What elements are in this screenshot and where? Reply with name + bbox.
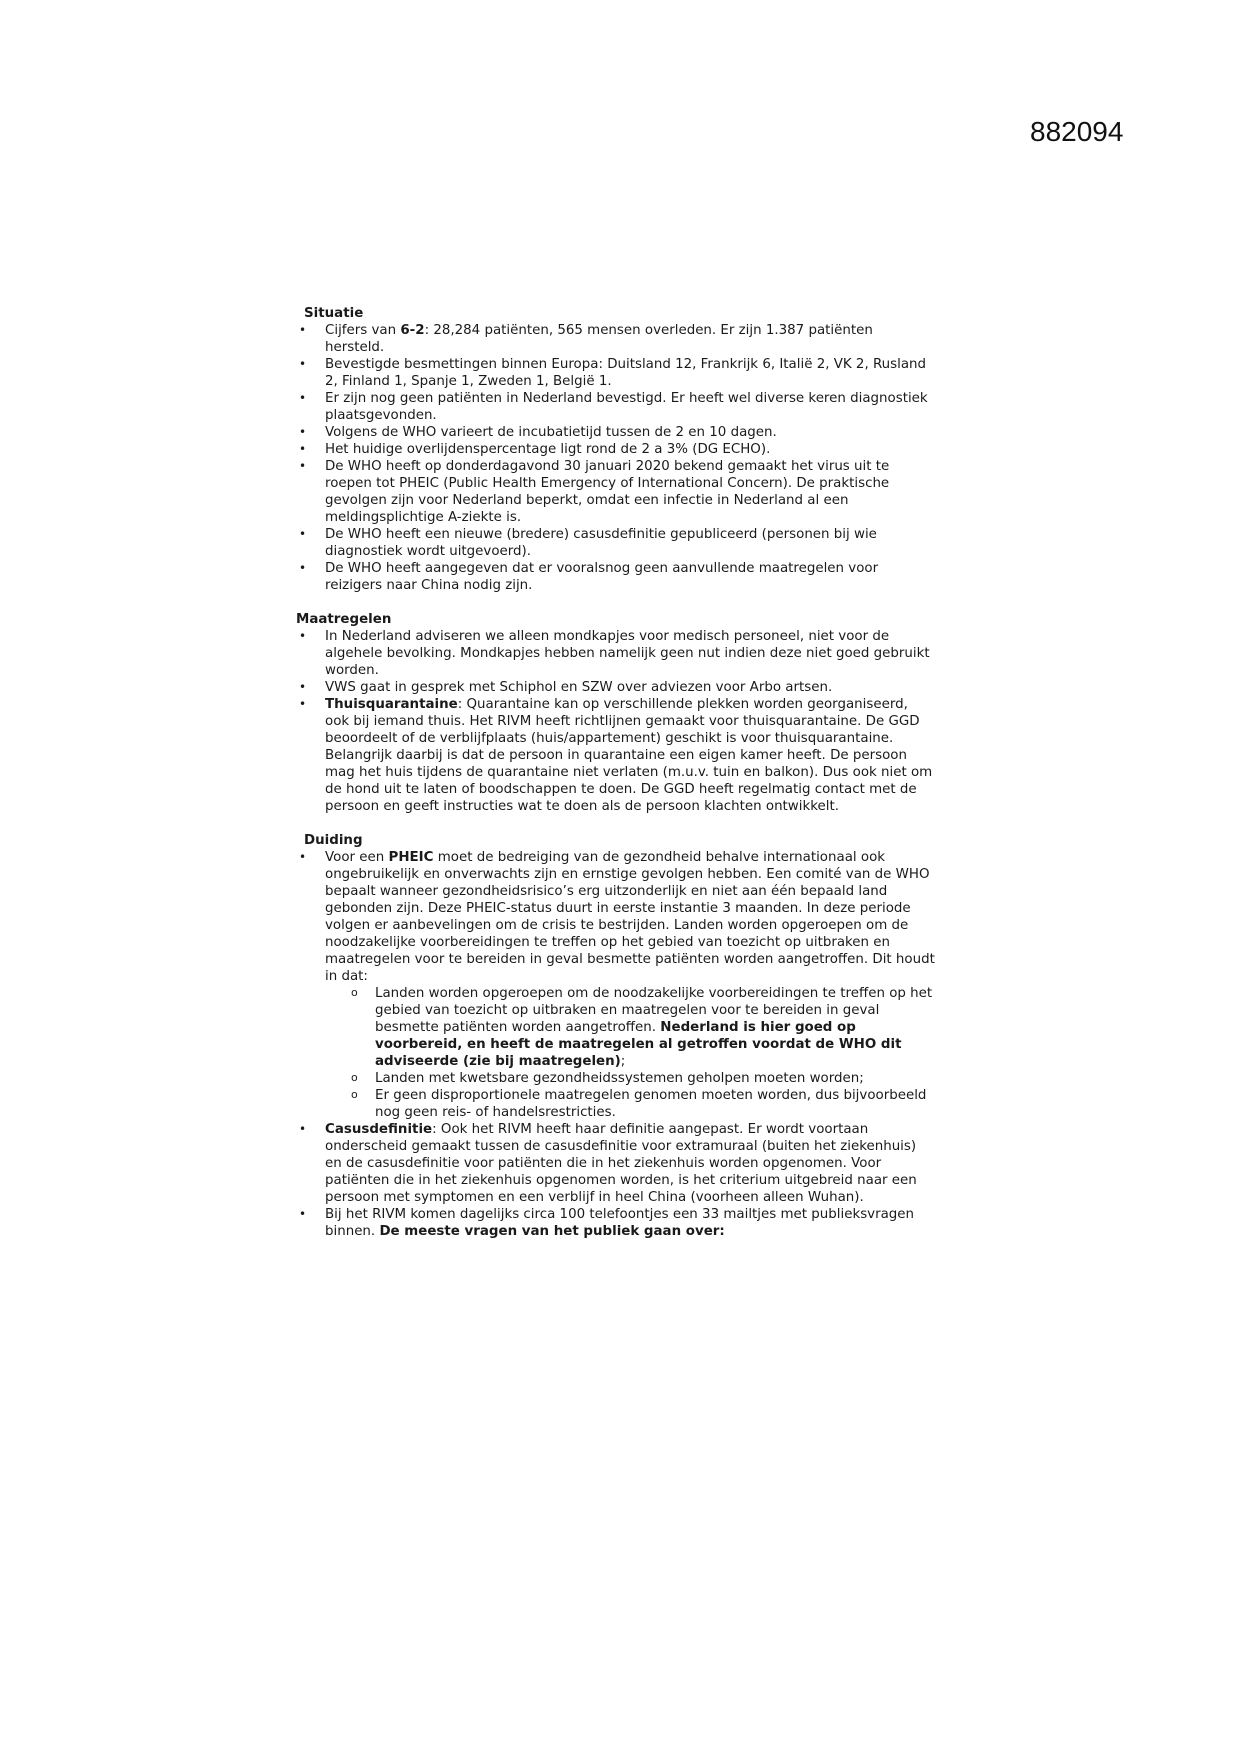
list-item: • Casusdefinitie: Ook het RIVM heeft haar definitie aangepast. Er wordt voortaan onderscheid gemaakt tussen de casusdefinitie voor extramuraal (buiten het ziekenhuis) en de casusdefinitie voor patiënten die in het ziekenhuis worden opgenomen. Voor patiënten die in het ziekenhuis opgenomen worden, is het criterium uitgebreid naar een persoon met symptomen en een verblijf in heel China (voorheen alleen Wuhan).	[296, 1121, 936, 1206]
list-item: • Volgens de WHO varieert de incubatietijd tussen de 2 en 10 dagen.	[296, 424, 936, 441]
list-item: • Voor een PHEIC moet de bedreiging van de gezondheid behalve internationaal ook ongebruikelijk en onverwachts zijn en ernstige gevolgen hebben. Een comité van de WHO bepaalt wanneer gezondheidsrisico’s erg uitzonderlijk en niet aan één bepaald land gebonden zijn. Deze PHEIC-status duurt in eerste instantie 3 maanden. In deze periode volgen er aanbevelingen om de crisis te bestrijden. Landen worden opgeroepen om de noodzakelijke voorbereidingen te treffen op het gebied van toezicht op uitbraken en maatregelen voor te bereiden in geval besmette patiënten worden aangetroffen. Dit houdt in dat: o Landen worden opgeroepen om de noodzakelijke voorbereidingen te treffen op het gebied van toezicht op uitbraken en maatregelen voor te bereiden in geval besmette patiënten worden aangetroffen. Nederland is hier goed op voorbereid, en heeft de maatregelen al getroffen voordat de WHO dit adviseerde (zie bij maatregelen); o Landen met kwetsbare gezondheidssystemen geholpen moeten worden; o Er geen disproportionele maatregelen genomen moeten worden, dus bijvoorbeeld nog geen reis- of handelsrestricties.	[296, 849, 936, 1121]
section-duiding	[296, 832, 936, 1240]
list-item: • De WHO heeft aangegeven dat er vooralsnog geen aanvullende maatregelen voor reizigers naar China nodig zijn.	[296, 560, 936, 594]
section-heading-duiding: Duiding	[304, 833, 363, 848]
situatie-list	[296, 322, 936, 594]
duiding-list	[296, 849, 936, 1240]
sub-list-item: o Landen worden opgeroepen om de noodzakelijke voorbereidingen te treffen op het gebied van toezicht op uitbraken en maatregelen voor te bereiden in geval besmette patiënten worden aangetroffen. Nederland is hier goed op voorbereid, en heeft de maatregelen al getroffen voordat de WHO dit adviseerde (zie bij maatregelen);	[325, 985, 936, 1070]
list-item: • Thuisquarantaine: Quarantaine kan op verschillende plekken worden georganiseerd, ook bij iemand thuis. Het RIVM heeft richtlijnen gemaakt voor thuisquarantaine. De GGD beoordeelt of de verblijfplaats (huis/appartement) geschikt is voor thuisquarantaine. Belangrijk daarbij is dat de persoon in quarantaine een eigen kamer heeft. De persoon mag het huis tijdens de quarantaine niet verlaten (m.u.v. tuin en balkon). Dus ook niet om de hond uit te laten of boodschappen te doen. De GGD heeft regelmatig contact met de persoon en geeft instructies wat te doen als de persoon klachten ontwikkelt.	[296, 696, 936, 815]
sub-list-item: o Er geen disproportionele maatregelen genomen moeten worden, dus bijvoorbeeld nog geen reis- of handelsrestricties.	[325, 1087, 936, 1121]
list-item: • Het huidige overlijdenspercentage ligt rond de 2 a 3% (DG ECHO).	[296, 441, 936, 458]
list-item: • Bevestigde besmettingen binnen Europa: Duitsland 12, Frankrijk 6, Italië 2, VK 2, Rusland 2, Finland 1, Spanje 1, Zweden 1, België 1.	[296, 356, 936, 390]
list-item: • Er zijn nog geen patiënten in Nederland bevestigd. Er heeft wel diverse keren diagnostiek plaatsgevonden.	[296, 390, 936, 424]
list-item: • De WHO heeft een nieuwe (bredere) casusdefinitie gepubliceerd (personen bij wie diagnostiek wordt uitgevoerd).	[296, 526, 936, 560]
section-situatie	[296, 305, 936, 594]
list-item: • VWS gaat in gesprek met Schiphol en SZW over adviezen voor Arbo artsen.	[296, 679, 936, 696]
sub-list-item: o Landen met kwetsbare gezondheidssystemen geholpen moeten worden;	[325, 1070, 936, 1087]
pheic-sublist	[325, 985, 936, 1121]
section-heading-maatregelen: Maatregelen	[296, 612, 392, 627]
section-heading-situatie: Situatie	[304, 306, 364, 321]
maatregelen-list	[296, 628, 936, 815]
list-item: • Cijfers van 6-2: 28,284 patiënten, 565 mensen overleden. Er zijn 1.387 patiënten hersteld.	[296, 322, 936, 356]
document-id: 882094	[1030, 116, 1124, 147]
list-item: • In Nederland adviseren we alleen mondkapjes voor medisch personeel, niet voor de algehele bevolking. Mondkapjes hebben namelijk geen nut indien deze niet goed gebruikt worden.	[296, 628, 936, 679]
document-body	[296, 305, 936, 1257]
list-item: • De WHO heeft op donderdagavond 30 januari 2020 bekend gemaakt het virus uit te roepen tot PHEIC (Public Health Emergency of International Concern). De praktische gevolgen zijn voor Nederland beperkt, omdat een infectie in Nederland al een meldingsplichtige A-ziekte is.	[296, 458, 936, 526]
section-maatregelen	[296, 611, 936, 815]
list-item: • Bij het RIVM komen dagelijks circa 100 telefoontjes een 33 mailtjes met publieksvragen binnen. De meeste vragen van het publiek gaan over:	[296, 1206, 936, 1240]
